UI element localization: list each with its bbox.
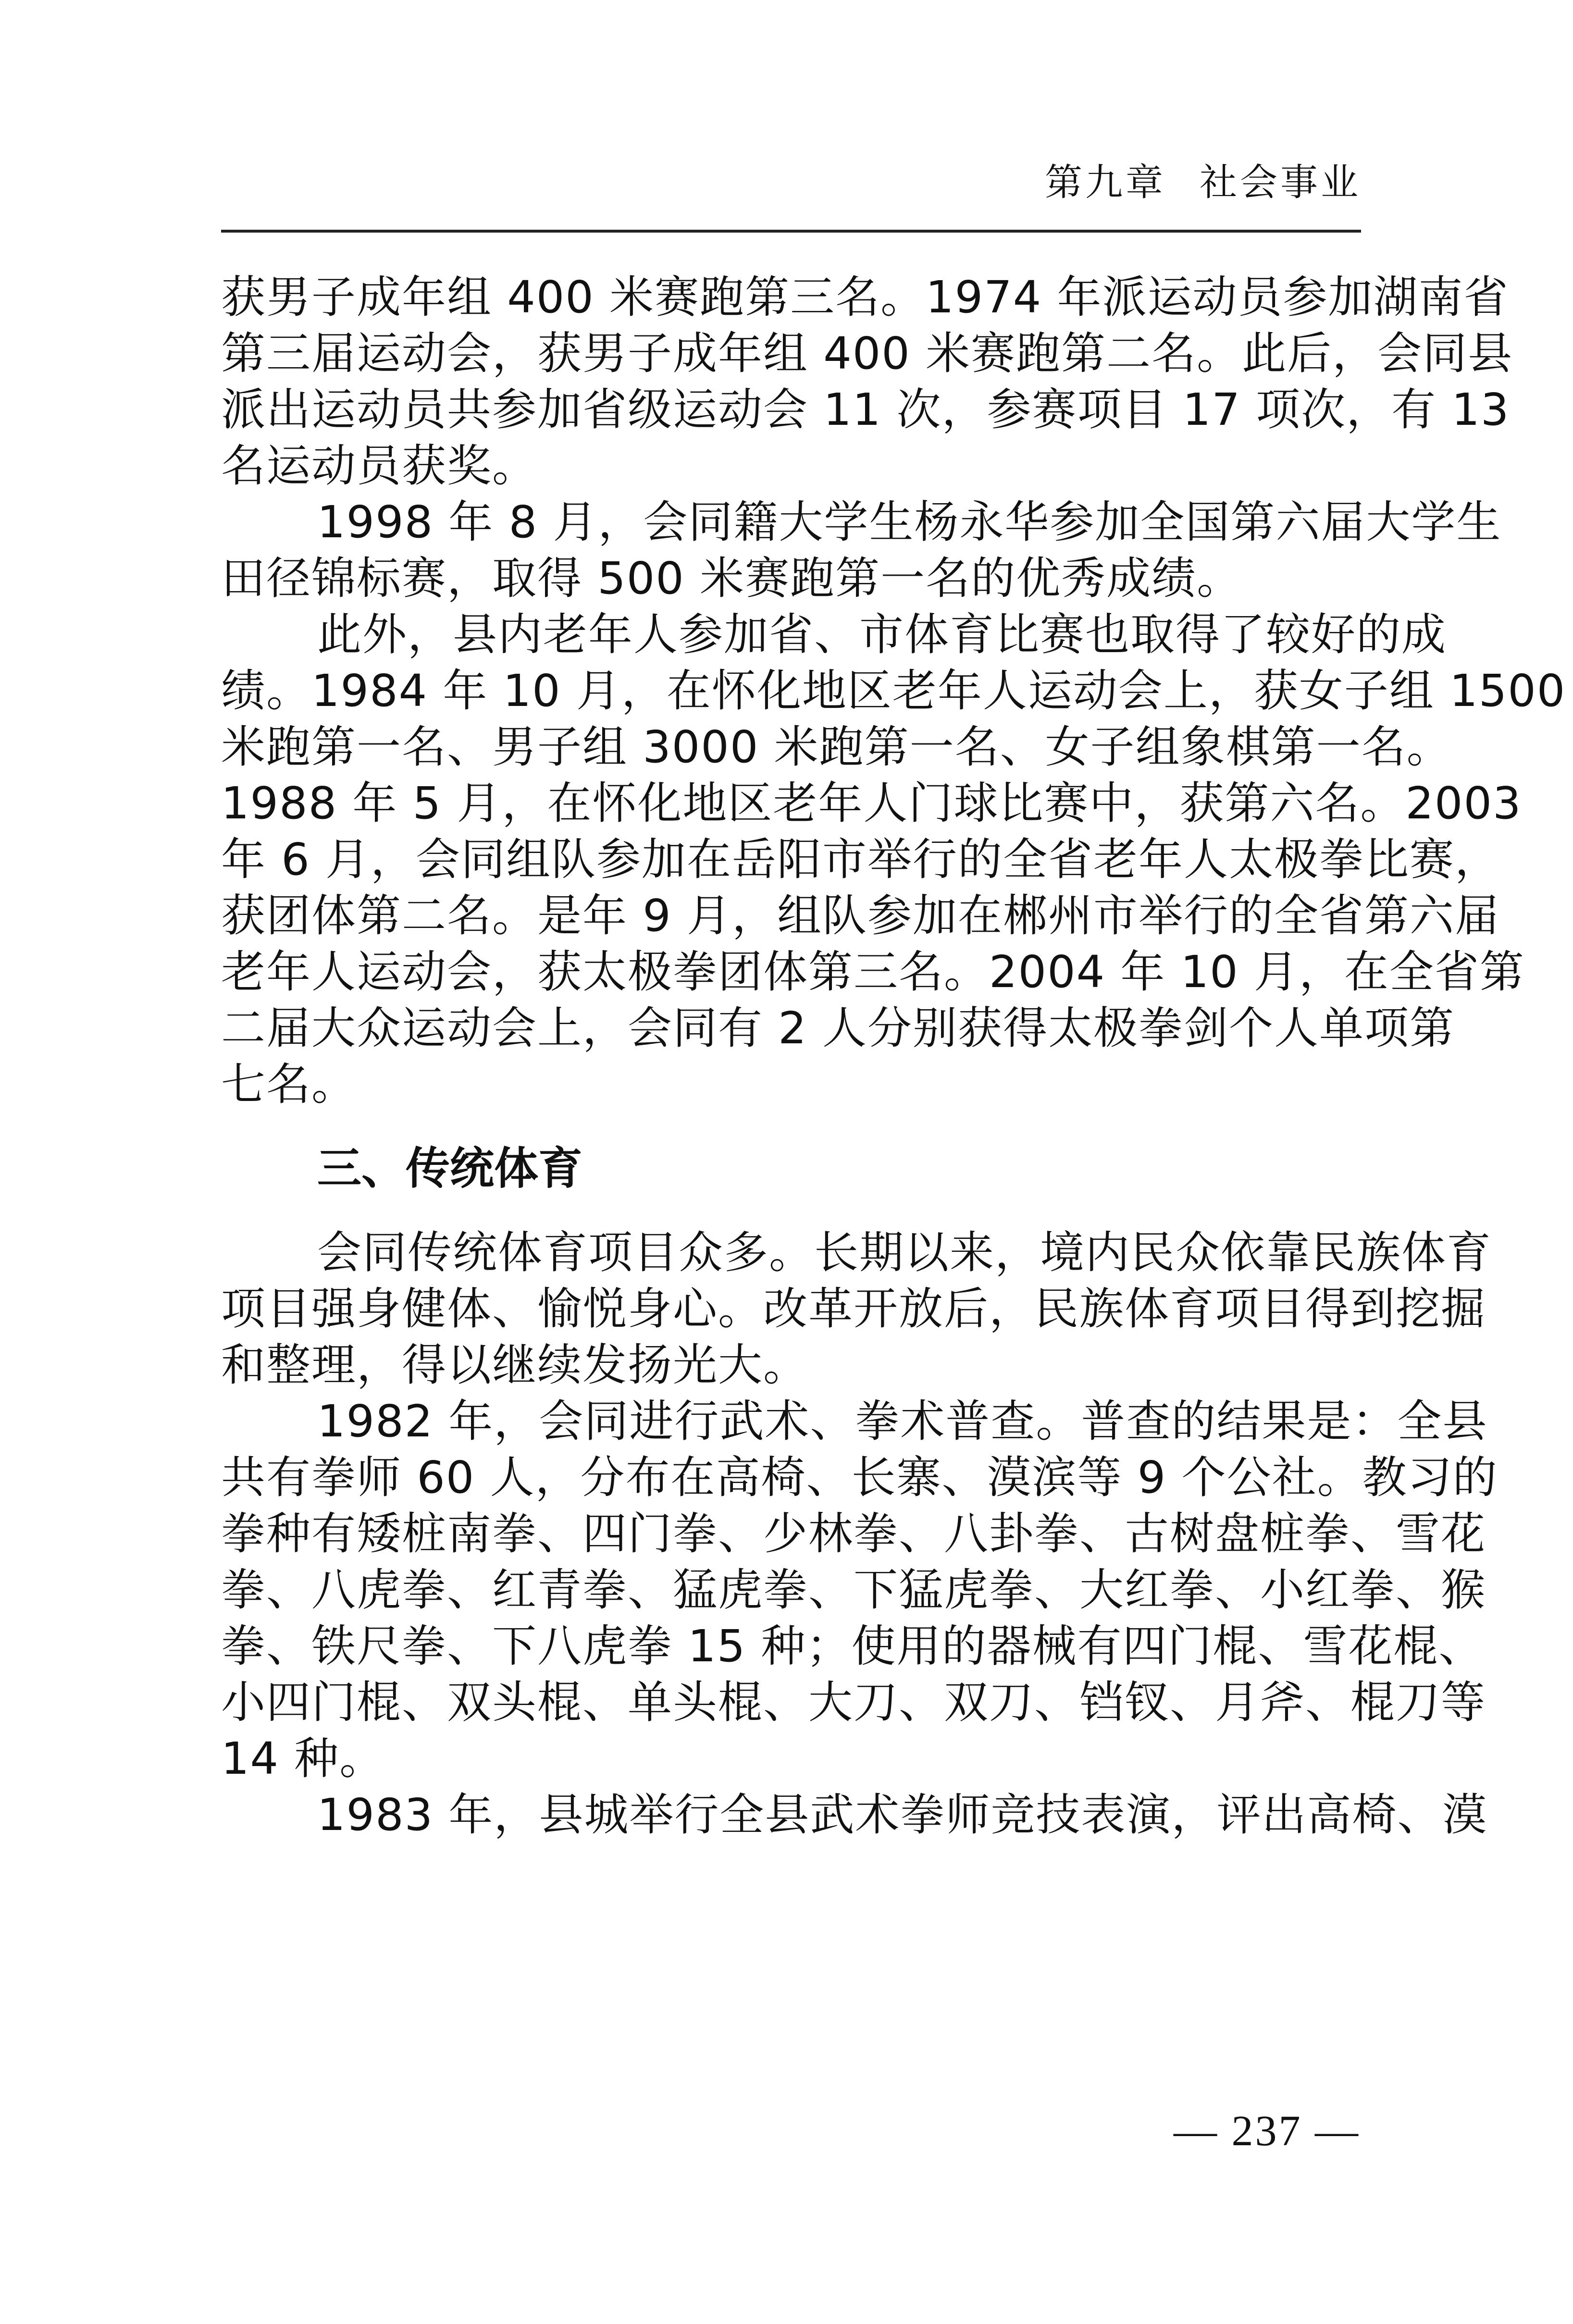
- paragraph: [221, 269, 1513, 494]
- text-line: 田径锦标赛，取得 500 米赛跑第一名的优秀成绩。: [221, 553, 1242, 604]
- body-text: [221, 269, 1566, 1843]
- text-line: 二届大众运动会上，会同有 2 人分别获得太极拳剑个人单项第: [221, 1002, 1455, 1054]
- text-line: 1998 年 8 月，会同籍大学生杨永华参加全国第六届大学生: [317, 496, 1502, 548]
- text-line: 1982 年，会同进行武术、拳术普查。普查的结果是：全县: [317, 1396, 1488, 1447]
- running-head: [221, 159, 1361, 207]
- section-heading: 三、传统体育: [317, 1143, 583, 1194]
- text-line: 拳、八虎拳、红青拳、猛虎拳、下猛虎拳、大红拳、小红拳、猴: [221, 1564, 1486, 1616]
- text-line: 共有拳师 60 人，分布在高椅、长寨、漠滨等 9 个公社。教习的: [221, 1452, 1498, 1503]
- paragraph: [221, 1224, 1492, 1393]
- text-line: 会同传统体育项目众多。长期以来，境内民众依靠民族体育: [317, 1227, 1492, 1278]
- text-line: 名运动员获奖。: [221, 440, 538, 492]
- text-line: 米跑第一名、男子组 3000 米跑第一名、女子组象棋第一名。: [221, 721, 1452, 773]
- text-line: 第三届运动会，获男子成年组 400 米赛跑第二名。此后，会同县: [221, 328, 1513, 379]
- chapter-number: 第九章: [1044, 161, 1166, 204]
- text-line: 小四门棍、双头棍、单头棍、大刀、双刀、铛钗、月斧、棍刀等: [221, 1677, 1486, 1728]
- text-line: 项目强身健体、愉悦身心。改革开放后，民族体育项目得到挖掘: [221, 1283, 1486, 1335]
- text-line: 拳种有矮桩南拳、四门拳、少林拳、八卦拳、古树盘桩拳、雪花: [221, 1508, 1486, 1559]
- text-line: 获男子成年组 400 米赛跑第三名。1974 年派运动员参加湖南省: [221, 272, 1509, 323]
- text-line: 拳、铁尺拳、下八虎拳 15 种；使用的器械有四门棍、雪花棍、: [221, 1620, 1484, 1672]
- page-number: — 237 —: [1174, 2107, 1360, 2155]
- paragraph: [221, 1393, 1498, 1787]
- text-line: 获团体第二名。是年 9 月，组队参加在郴州市举行的全省第六届: [221, 890, 1500, 941]
- text-line: 1988 年 5 月，在怀化地区老年人门球比赛中，获第六名。2003: [221, 778, 1522, 829]
- chapter-title: 社会事业: [1199, 161, 1361, 204]
- paragraph: [221, 494, 1502, 606]
- text-line: 派出运动员共参加省级运动会 11 次，参赛项目 17 项次，有 13: [221, 384, 1510, 435]
- header-rule: [221, 230, 1361, 233]
- paragraph: [221, 1787, 1488, 1843]
- text-line: 绩。1984 年 10 月，在怀化地区老年人运动会上，获女子组 1500: [221, 665, 1566, 717]
- text-line: 年 6 月，会同组队参加在岳阳市举行的全省老年人太极拳比赛，: [221, 834, 1500, 885]
- text-line: 1983 年，县城举行全县武术拳师竞技表演，评出高椅、漠: [317, 1789, 1488, 1841]
- paragraph: [221, 606, 1566, 1113]
- text-line: 和整理，得以继续发扬光大。: [221, 1339, 809, 1391]
- text-line: 老年人运动会，获太极拳团体第三名。2004 年 10 月，在全省第: [221, 946, 1525, 998]
- text-line: 14 种。: [221, 1733, 385, 1784]
- text-line: 此外，县内老年人参加省、市体育比赛也取得了较好的成: [317, 609, 1447, 660]
- text-line: 七名。: [221, 1059, 357, 1110]
